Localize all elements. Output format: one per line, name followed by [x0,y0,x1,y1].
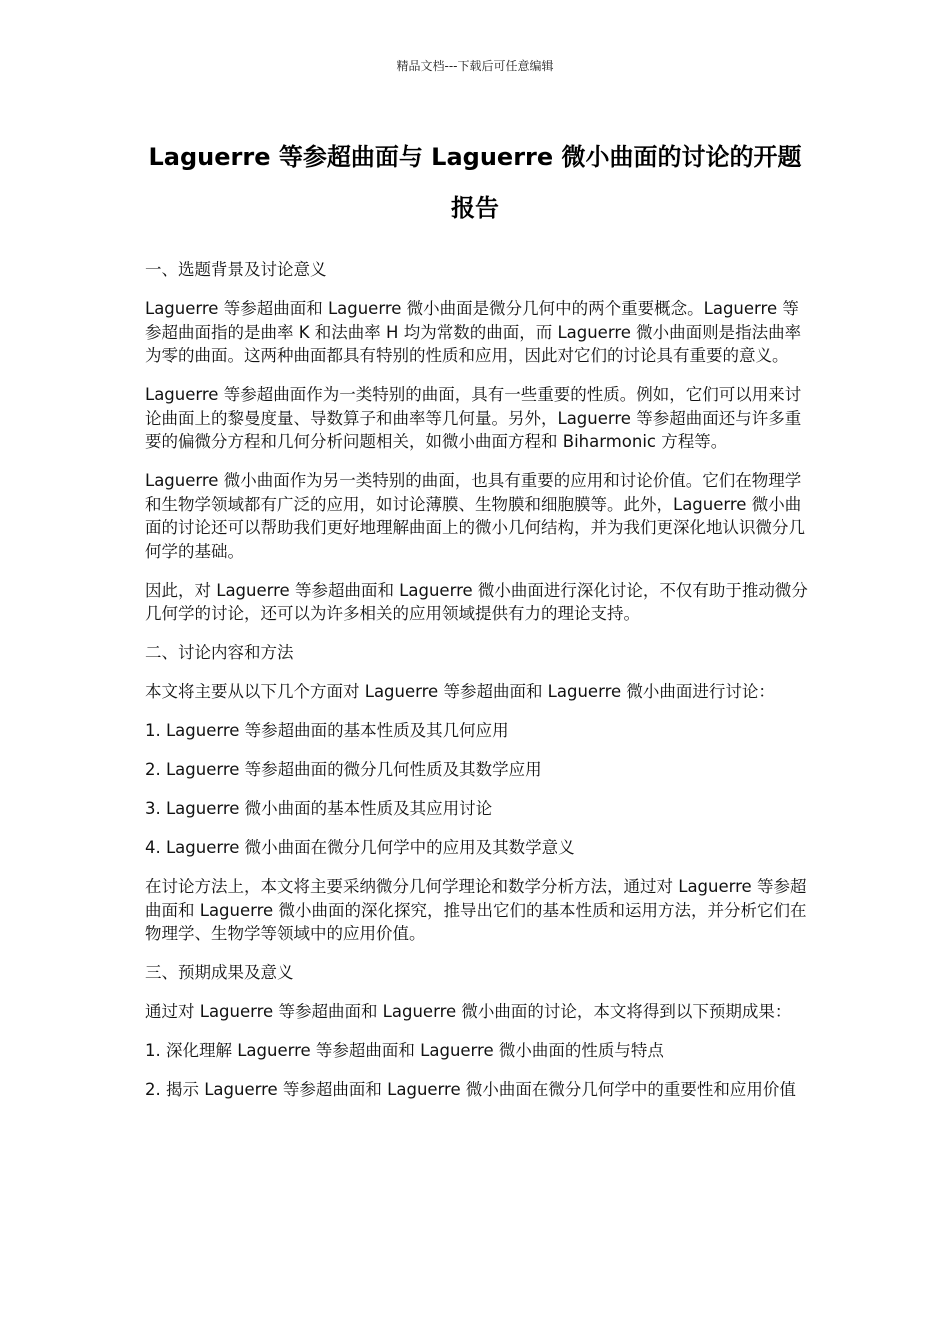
paragraph: 因此，对 Laguerre 等参超曲面和 Laguerre 微小曲面进行深化讨论，不仅有助于推动微分几何学的讨论，还可以为许多相关的应用领域提供有力的理论支持。 [145,580,808,623]
section-heading-3: 三、预期成果及意义 [145,963,294,982]
section-heading-2: 二、讨论内容和方法 [145,643,294,662]
list-item: 2. Laguerre 等参超曲面的微分几何性质及其数学应用 [145,760,542,779]
paragraph: Laguerre 等参超曲面作为一类特别的曲面，具有一些重要的性质。例如，它们可以用来讨论曲面上的黎曼度量、导数算子和曲率等几何量。另外，Laguerre 等参超曲面还与许多重要的偏微分方程和几何分析问题相关，如微小曲面方程和 Biharmonic 方程等。 [145,385,802,451]
document-body [145,258,810,1117]
paragraph: Laguerre 等参超曲面和 Laguerre 微小曲面是微分几何中的两个重要概念。Laguerre 等参超曲面指的是曲率 K 和法曲率 H 均为常数的曲面，而 Laguerre 微小曲面则是指法曲率为零的曲面。这两种曲面都具有特别的性质和应用，因此对它们的讨论具有重要的意义。 [145,299,802,365]
header-note: 精品文档---下载后可任意编辑 [396,59,554,73]
paragraph: 本文将主要从以下几个方面对 Laguerre 等参超曲面和 Laguerre 微小曲面进行讨论： [145,682,775,701]
list-item: 2. 揭示 Laguerre 等参超曲面和 Laguerre 微小曲面在微分几何学中的重要性和应用价值 [145,1080,796,1099]
list-item: 1. 深化理解 Laguerre 等参超曲面和 Laguerre 微小曲面的性质与特点 [145,1041,664,1060]
section-heading-1: 一、选题背景及讨论意义 [145,260,327,279]
document-title: Laguerre 等参超曲面与 Laguerre 微小曲面的讨论的开题报告 [148,143,802,222]
list-item: 3. Laguerre 微小曲面的基本性质及其应用讨论 [145,799,493,818]
paragraph: Laguerre 微小曲面作为另一类特别的曲面，也具有重要的应用和讨论价值。它们在物理学和生物学领域都有广泛的应用，如讨论薄膜、生物膜和细胞膜等。此外，Laguerre 微小曲面的讨论还可以帮助我们更好地理解曲面上的微小几何结构，并为我们更深化地认识微分几何学的基础。 [145,471,805,561]
paragraph: 在讨论方法上，本文将主要采纳微分几何学理论和数学分析方法，通过对 Laguerre 等参超曲面和 Laguerre 微小曲面的深化探究，推导出它们的基本性质和运用方法，并分析它们在物理学、生物学等领域中的应用价值。 [145,877,807,943]
list-item: 1. Laguerre 等参超曲面的基本性质及其几何应用 [145,721,509,740]
list-item: 4. Laguerre 微小曲面在微分几何学中的应用及其数学意义 [145,838,575,857]
paragraph: 通过对 Laguerre 等参超曲面和 Laguerre 微小曲面的讨论，本文将得到以下预期成果： [145,1002,792,1021]
